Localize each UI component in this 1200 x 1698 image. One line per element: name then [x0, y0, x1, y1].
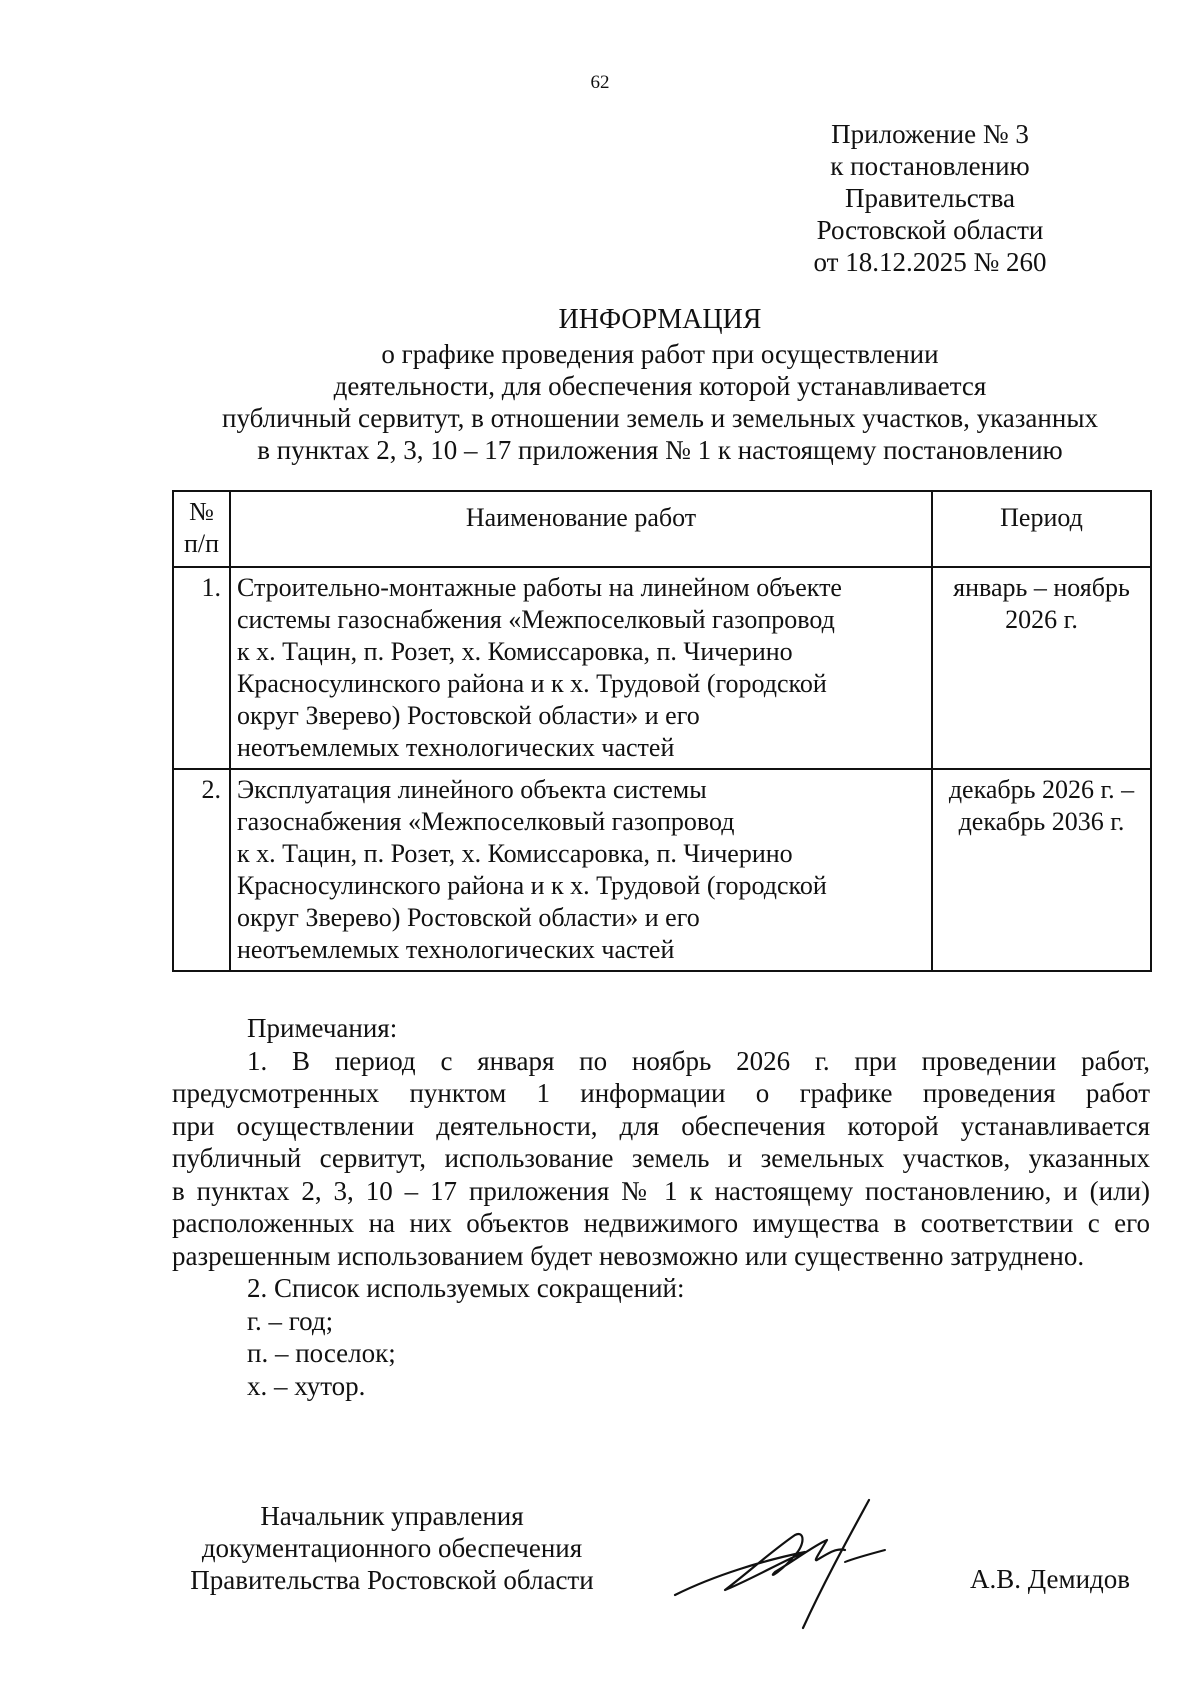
works-schedule-table	[172, 490, 1152, 972]
work-name-line: округ Зверево) Ростовской области» и его	[237, 701, 700, 730]
work-period-line: 2026 г.	[1005, 605, 1078, 634]
work-name-cell	[230, 567, 932, 769]
work-name-line: газоснабжения «Межпоселковый газопровод	[237, 807, 735, 836]
work-name-line: к х. Тацин, п. Розет, х. Комиссаровка, п. Чичерино	[237, 637, 793, 666]
note-1-line: при осуществлении деятельности, для обеспечения которой устанавливается	[172, 1110, 1150, 1141]
work-period-line: декабрь 2026 г. –	[948, 775, 1135, 804]
signer-position	[172, 1500, 612, 1596]
column-header-number-line: №	[189, 497, 214, 526]
column-header-number-line: п/п	[183, 529, 220, 558]
signer-name: А.В. Демидов	[970, 1564, 1131, 1594]
table-row	[173, 567, 1151, 769]
document-title-block	[160, 304, 1160, 466]
work-name-line: неотъемлемых технологических частей	[237, 733, 675, 762]
appendix-line: Приложение № 3	[831, 119, 1029, 149]
note-1-line: публичный сервитут, использование земель и земельных участков, указанных	[172, 1143, 1150, 1173]
appendix-block	[780, 118, 1080, 278]
work-period-line: декабрь 2036 г.	[958, 807, 1125, 836]
appendix-line: Правительства	[845, 183, 1015, 213]
title-subline: публичный сервитут, в отношении земель и земельных участков, указанных	[222, 403, 1098, 433]
title-subline: о графике проведения работ при осуществлении	[381, 339, 939, 369]
note-1-line: разрешенным использованием будет невозможно или существенно затруднено.	[172, 1240, 1085, 1271]
note-1-line: предусмотренных пунктом 1 информации о графике проведения работ	[172, 1078, 1150, 1108]
page-number: 62	[590, 72, 610, 93]
note-1-line: в пунктах 2, 3, 10 – 17 приложения № 1 к настоящему постановлению, и (или)	[172, 1175, 1150, 1206]
signer-position-line: документационного обеспечения	[201, 1533, 583, 1563]
work-name-line: Эксплуатация линейного объекта системы	[237, 775, 707, 804]
title-subline: деятельности, для обеспечения которой устанавливается	[333, 371, 987, 401]
notes-section	[172, 1012, 1150, 1402]
work-name-cell	[230, 769, 932, 971]
column-header-name: Наименование работ	[230, 491, 932, 567]
signer-position-line: Правительства Ростовской области	[190, 1565, 594, 1595]
work-name-line: Строительно-монтажные работы на линейном объекте	[237, 573, 842, 602]
work-period-cell	[932, 769, 1151, 971]
column-header-number	[173, 491, 230, 567]
handwritten-signature	[655, 1480, 935, 1630]
note-1-line: 1. В период с января по ноябрь 2026 г. при проведении работ,	[247, 1045, 1150, 1076]
work-name-line: Красносулинского района и к х. Трудовой (городской	[237, 669, 827, 698]
signer-position-line: Начальник управления	[260, 1501, 524, 1531]
table-header-row	[173, 491, 1151, 567]
work-name-line: Красносулинского района и к х. Трудовой (городской	[237, 871, 827, 900]
title-subline: в пунктах 2, 3, 10 – 17 приложения № 1 к настоящему постановлению	[257, 435, 1063, 465]
work-name-line: округ Зверево) Ростовской области» и его	[237, 903, 700, 932]
appendix-line: к постановлению	[830, 151, 1030, 181]
work-period-cell	[932, 567, 1151, 769]
appendix-line: от 18.12.2025 № 260	[813, 247, 1047, 277]
work-name-line: к х. Тацин, п. Розет, х. Комиссаровка, п. Чичерино	[237, 839, 793, 868]
row-number: 2.	[173, 769, 230, 971]
abbreviation-item: х. – хутор.	[247, 1370, 366, 1401]
note-1-line: расположенных на них объектов недвижимого имущества в соответствии с его	[172, 1208, 1150, 1238]
row-number: 1.	[173, 567, 230, 769]
column-header-period: Период	[932, 491, 1151, 567]
document-title: ИНФОРМАЦИЯ	[558, 304, 762, 335]
work-period-line: январь – ноябрь	[953, 573, 1130, 602]
signature-graphic	[655, 1480, 935, 1630]
appendix-line: Ростовской области	[816, 215, 1044, 245]
abbreviation-item: п. – поселок;	[247, 1338, 396, 1368]
work-name-line: неотъемлемых технологических частей	[237, 935, 675, 964]
table-row	[173, 769, 1151, 971]
notes-heading: Примечания:	[247, 1013, 398, 1043]
abbreviation-item: г. – год;	[247, 1305, 334, 1336]
note-2: 2. Список используемых сокращений:	[247, 1273, 685, 1303]
work-name-line: системы газоснабжения «Межпоселковый газопровод	[237, 605, 835, 634]
